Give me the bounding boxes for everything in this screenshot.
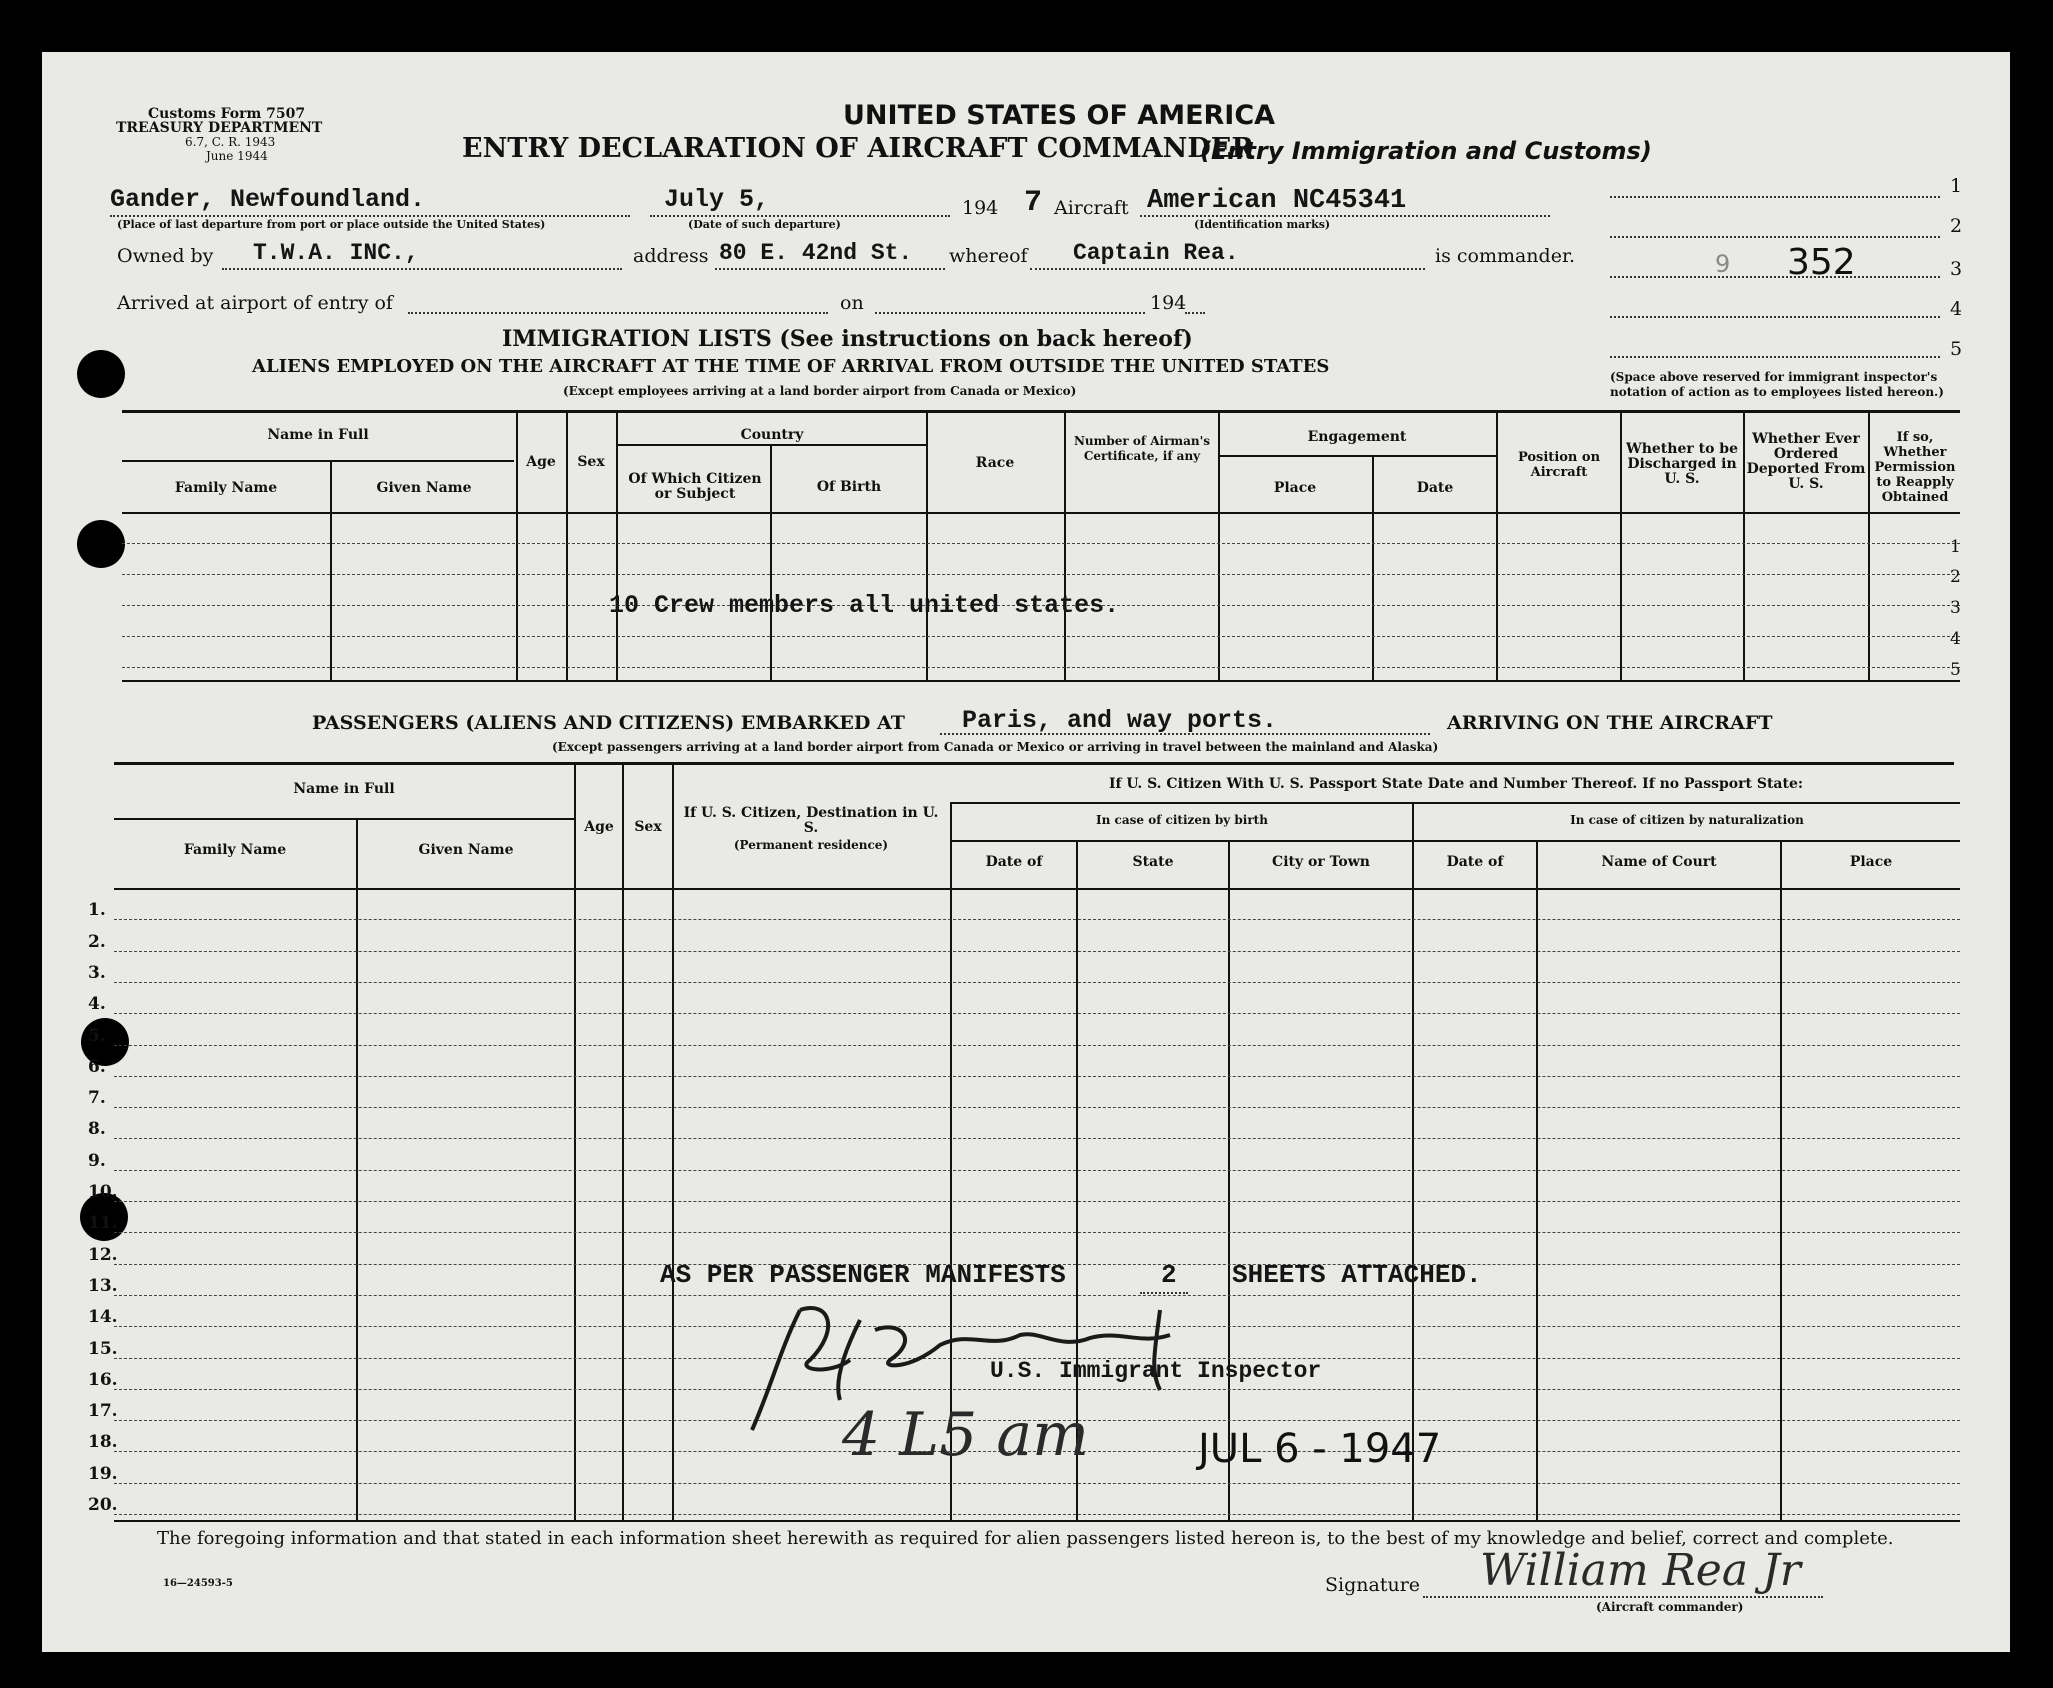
inspector-note: (Space above reserved for immigrant inspector's	[1610, 370, 1938, 384]
passenger-row-number: 10.	[88, 1182, 118, 1202]
passenger-row	[114, 1483, 1960, 1484]
passenger-row	[114, 1201, 1960, 1202]
header-position: Position on Aircraft	[1517, 450, 1601, 480]
country-title: UNITED STATES OF AMERICA	[843, 100, 1276, 131]
form-date: June 1944	[206, 149, 268, 163]
header-discharged: Whether to be Discharged in U. S.	[1626, 441, 1738, 487]
arrival-label: Arrived at airport of entry of	[117, 292, 393, 314]
passenger-row-number: 15.	[88, 1339, 118, 1359]
signature-caption: (Aircraft commander)	[1596, 1600, 1744, 1614]
owned-by-label: Owned by	[117, 245, 214, 267]
passenger-row-number: 3.	[88, 963, 106, 983]
passenger-row	[114, 1076, 1960, 1077]
crew-row-number: 5	[1950, 660, 1961, 680]
address-label: address	[633, 245, 709, 267]
passenger-row-number: 14.	[88, 1307, 118, 1327]
header-permission: If so, Whether Permission to Reapply Obtained	[1874, 430, 1956, 505]
form-number: Customs Form 7507	[148, 106, 306, 122]
header-sex: Sex	[577, 454, 605, 470]
passenger-row	[114, 919, 1960, 920]
passenger-row-number: 9.	[88, 1151, 106, 1171]
pax-header-state: State	[1132, 854, 1174, 870]
passenger-row-number: 18.	[88, 1432, 118, 1452]
header-country: Country	[740, 427, 804, 443]
crew-row-number: 4	[1950, 629, 1961, 649]
passenger-row	[114, 951, 1960, 952]
form-regulation: 6.7, C. R. 1943	[185, 135, 276, 149]
passenger-row	[114, 1170, 1960, 1171]
passenger-row-number: 13.	[88, 1276, 118, 1296]
handwritten-note: 4 L5 am	[842, 1400, 1090, 1470]
pax-header-city: City or Town	[1272, 854, 1370, 870]
immigration-subheading: ALIENS EMPLOYED ON THE AIRCRAFT AT THE TIME OF ARRIVAL FROM OUTSIDE THE UNITED STATES	[252, 356, 1330, 377]
departure-date: July 5,	[664, 185, 770, 214]
pax-header-date-of-naturalization: Date of	[1446, 854, 1504, 870]
crew-row-number: 1	[1950, 537, 1961, 557]
aircraft-caption: (Identification marks)	[1194, 218, 1331, 231]
pax-header-place: Place	[1849, 854, 1893, 870]
signature-label: Signature	[1325, 1574, 1421, 1596]
passenger-row-number: 7.	[88, 1088, 106, 1108]
pax-header-age: Age	[584, 819, 614, 835]
immigration-note: (Except employees arriving at a land border airport from Canada or Mexico)	[563, 384, 1077, 398]
departure-year-digit: 7	[1024, 186, 1043, 220]
passenger-row-number: 17.	[88, 1401, 118, 1421]
passenger-row-number: 4.	[88, 994, 106, 1014]
pax-header-sex: Sex	[634, 819, 662, 835]
passenger-row-number: 19.	[88, 1464, 118, 1484]
passenger-row-number: 16.	[88, 1370, 118, 1390]
passenger-row	[114, 1107, 1960, 1108]
header-engagement-date: Date	[1416, 480, 1454, 496]
manifest-end: SHEETS ATTACHED.	[1232, 1260, 1482, 1290]
is-commander-label: is commander.	[1435, 245, 1575, 267]
pax-header-passport: If U. S. Citizen With U. S. Passport State Date and Number Thereof. If no Passport State:	[1108, 776, 1804, 792]
pax-header-court: Name of Court	[1601, 854, 1717, 870]
passenger-row	[114, 1232, 1960, 1233]
declaration-text: The foregoing information and that stated in each information sheet herewith as required for alien passengers listed hereon is, to the best of my knowledge and belief, correct and complete.	[157, 1528, 1894, 1549]
inspector-line-number: 1	[1950, 175, 1963, 197]
page-title: ENTRY DECLARATION OF AIRCRAFT COMMANDER	[462, 133, 1254, 164]
header-airman-certificate: Number of Airman's Certificate, if any	[1073, 434, 1211, 463]
pax-header-by-birth: In case of citizen by birth	[1096, 813, 1268, 827]
passenger-row	[114, 1013, 1960, 1014]
passenger-row	[114, 1514, 1960, 1515]
commander-signature: William Rea Jr	[1480, 1545, 1801, 1596]
pax-header-by-naturalization: In case of citizen by naturalization	[1570, 813, 1804, 827]
received-stamp-date: JUL 6 - 1947	[1198, 1426, 1442, 1472]
passenger-row-number: 2.	[88, 932, 106, 952]
inspector-line-number: 4	[1950, 298, 1963, 320]
inspector-title: U.S. Immigrant Inspector	[990, 1358, 1322, 1384]
inspector-stamp-mark: 9	[1715, 250, 1731, 278]
passengers-heading-end: ARRIVING ON THE AIRCRAFT	[1447, 712, 1773, 734]
manifest-note: AS PER PASSENGER MANIFESTS	[660, 1260, 1066, 1290]
header-engagement-place: Place	[1273, 480, 1317, 496]
form-department: TREASURY DEPARTMENT	[116, 120, 323, 136]
arrival-year: 194	[1150, 292, 1187, 314]
passenger-row-number: 12.	[88, 1245, 118, 1265]
passengers-heading: PASSENGERS (ALIENS AND CITIZENS) EMBARKED AT	[312, 712, 905, 734]
pax-header-name-in-full: Name in Full	[293, 781, 395, 797]
departure-place-caption: (Place of last departure from port or place outside the United States)	[117, 218, 546, 231]
inspector-line-number: 5	[1950, 338, 1963, 360]
owner-name: T.W.A. INC.,	[253, 240, 419, 266]
pax-header-family-name: Family Name	[183, 842, 287, 858]
passenger-row	[114, 1045, 1960, 1046]
departure-place: Gander, Newfoundland.	[110, 185, 426, 214]
passenger-row-number: 20.	[88, 1495, 118, 1515]
whereof-label: whereof	[949, 245, 1028, 267]
immigration-heading: IMMIGRATION LISTS (See instructions on back hereof)	[502, 326, 1193, 352]
inspector-number: 352	[1787, 242, 1856, 283]
aircraft-id: American NC45341	[1147, 186, 1407, 216]
header-name-in-full: Name in Full	[267, 427, 369, 443]
owner-address: 80 E. 42nd St.	[719, 240, 913, 266]
header-citizen-of: Of Which Citizen or Subject	[628, 471, 762, 502]
passenger-row-number: 5.	[88, 1026, 106, 1046]
departure-date-caption: (Date of such departure)	[688, 218, 841, 231]
arrival-on-label: on	[840, 292, 864, 314]
header-deported: Whether Ever Ordered Deported From U. S.	[1746, 431, 1866, 492]
departure-year-prefix: 194	[962, 197, 999, 219]
punch-hole	[77, 520, 125, 568]
inspector-note: notation of action as to employees listed hereon.)	[1610, 385, 1944, 399]
pax-header-destination: If U. S. Citizen, Destination in U. S.	[683, 805, 939, 836]
passenger-row-number: 11.	[88, 1213, 118, 1233]
passenger-row	[114, 1138, 1960, 1139]
inspector-line-number: 3	[1950, 258, 1963, 280]
pax-header-date-of: Date of	[985, 854, 1043, 870]
pax-header-permanent-residence: (Permanent residence)	[733, 838, 889, 852]
header-given-name: Given Name	[376, 480, 472, 496]
header-birth-country: Of Birth	[816, 479, 882, 495]
crew-row-number: 3	[1950, 598, 1961, 618]
form-code: 16—24593-5	[163, 1578, 233, 1589]
passenger-row-number: 8.	[88, 1119, 106, 1139]
header-race: Race	[975, 455, 1015, 471]
passenger-row-number: 6.	[88, 1057, 106, 1077]
pax-header-given-name: Given Name	[418, 842, 514, 858]
manifest-count: 2	[1161, 1260, 1177, 1290]
passenger-row-number: 1.	[88, 900, 106, 920]
punch-hole	[77, 350, 125, 398]
embarked-at: Paris, and way ports.	[962, 706, 1278, 735]
aircraft-label: Aircraft	[1054, 197, 1129, 219]
page-subtitle: (Entry Immigration and Customs)	[1200, 137, 1652, 165]
header-family-name: Family Name	[174, 480, 278, 496]
header-engagement: Engagement	[1307, 429, 1407, 445]
passenger-row	[114, 982, 1960, 983]
crew-row-number: 2	[1950, 567, 1961, 587]
passengers-note: (Except passengers arriving at a land border airport from Canada or Mexico or arriving in travel between the mainland and Alaska)	[552, 740, 1439, 754]
inspector-line-number: 2	[1950, 215, 1963, 237]
commander-name: Captain Rea.	[1073, 240, 1239, 266]
header-age: Age	[526, 454, 556, 470]
crew-entry: 10 Crew members all united states.	[609, 591, 1120, 620]
